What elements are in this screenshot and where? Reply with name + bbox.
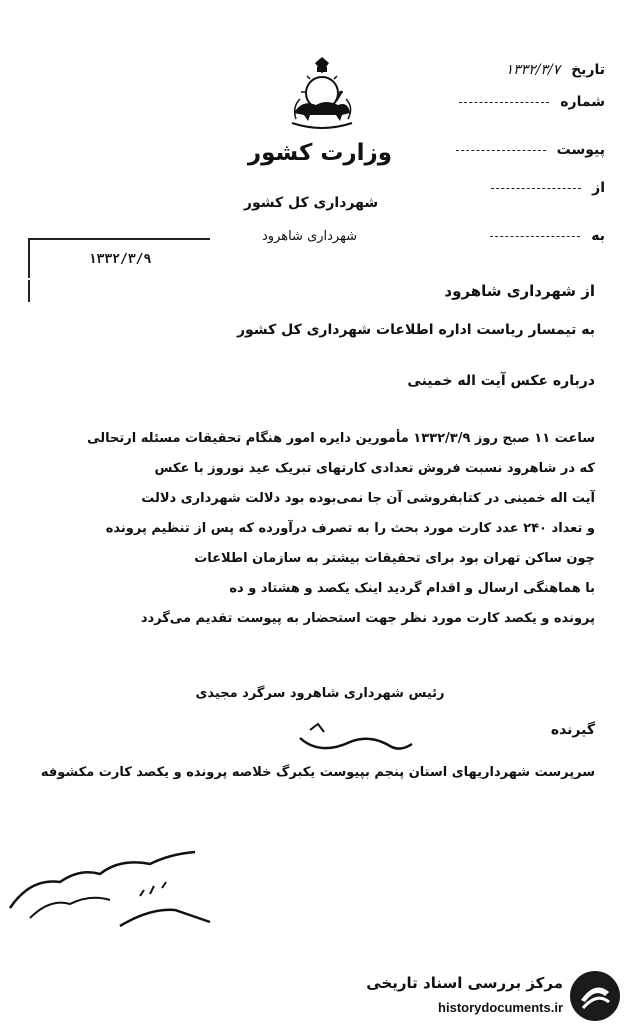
attachment-line bbox=[456, 150, 546, 151]
archive-logo-icon bbox=[569, 970, 621, 1022]
recipients-label: گیرنده bbox=[550, 722, 595, 738]
number-label: شماره bbox=[560, 94, 605, 110]
from-line bbox=[491, 188, 581, 189]
body-line: آیت اله خمینی در کتابفروشی آن جا نمی‌بوده بود دلالت شهرداری دلالت bbox=[141, 491, 595, 506]
shahroud-municipality-heading: شهرداری شاهرود bbox=[262, 229, 357, 244]
attachment-label: پیوست bbox=[556, 142, 605, 158]
registration-stamp-text: ۱۳۳۲/۳/۹ bbox=[88, 252, 152, 267]
general-municipality-heading: شهرداری کل کشور bbox=[243, 195, 379, 211]
date-value: ۱۳۳۲/۳/۷ bbox=[505, 62, 561, 78]
from-field bbox=[491, 180, 605, 196]
number-field bbox=[459, 94, 605, 110]
to-line bbox=[490, 236, 580, 237]
to-label: به bbox=[591, 228, 605, 244]
body-line: ساعت ۱۱ صبح روز ۱۳۳۲/۳/۹ مأمورین دایره امور هنگام تحقیقات مسئله ارتحالی bbox=[87, 431, 595, 446]
lion-and-sun-emblem bbox=[282, 55, 362, 135]
copy-to-text: سرپرست شهرداریهای استان پنجم بپیوست یکبرگ خلاصه پرونده و یکصد کارت مکشوفه bbox=[40, 765, 595, 780]
letter-body bbox=[35, 424, 595, 634]
handwritten-note bbox=[0, 838, 225, 933]
from-label: از bbox=[592, 180, 605, 196]
letter-subject: درباره عکس آیت اله خمینی bbox=[407, 373, 595, 389]
watermark-title: مرکز بررسی اسناد تاریخی bbox=[366, 974, 563, 992]
body-line: پرونده و یکصد کارت مورد نظر جهت استحضار به پیوست تقدیم می‌گردد bbox=[140, 611, 595, 626]
body-line: که در شاهرود نسبت فروش تعدادی کارتهای تبریک عید نوروز با عکس bbox=[154, 461, 595, 476]
number-line bbox=[459, 102, 549, 103]
watermark bbox=[345, 968, 625, 1024]
body-line: با هماهنگی ارسال و اقدام گردید اینک یکصد و هشتاد و ده bbox=[229, 581, 595, 596]
attachment-field bbox=[456, 142, 605, 158]
to-field bbox=[490, 228, 605, 244]
letter-to: به تیمسار ریاست اداره اطلاعات شهرداری کل کشور bbox=[236, 322, 595, 338]
date-label: تاریخ bbox=[571, 62, 605, 78]
mayor-signature-line: رئیس شهرداری شاهرود سرگرد مجیدی bbox=[195, 686, 445, 701]
watermark-url: historydocuments.ir bbox=[438, 1000, 563, 1015]
letter-from: از شهرداری شاهرود bbox=[444, 282, 595, 300]
ministry-heading: وزارت کشور bbox=[247, 140, 393, 166]
stamp-mark bbox=[28, 280, 42, 302]
body-line: و تعداد ۲۴۰ عدد کارت مورد بحث را به تصرف درآورده که پس از تنظیم پرونده bbox=[105, 521, 595, 536]
body-line: چون ساکن تهران بود برای تحقیقات بیشتر به سازمان اطلاعات bbox=[194, 551, 595, 566]
date-field bbox=[506, 62, 605, 78]
